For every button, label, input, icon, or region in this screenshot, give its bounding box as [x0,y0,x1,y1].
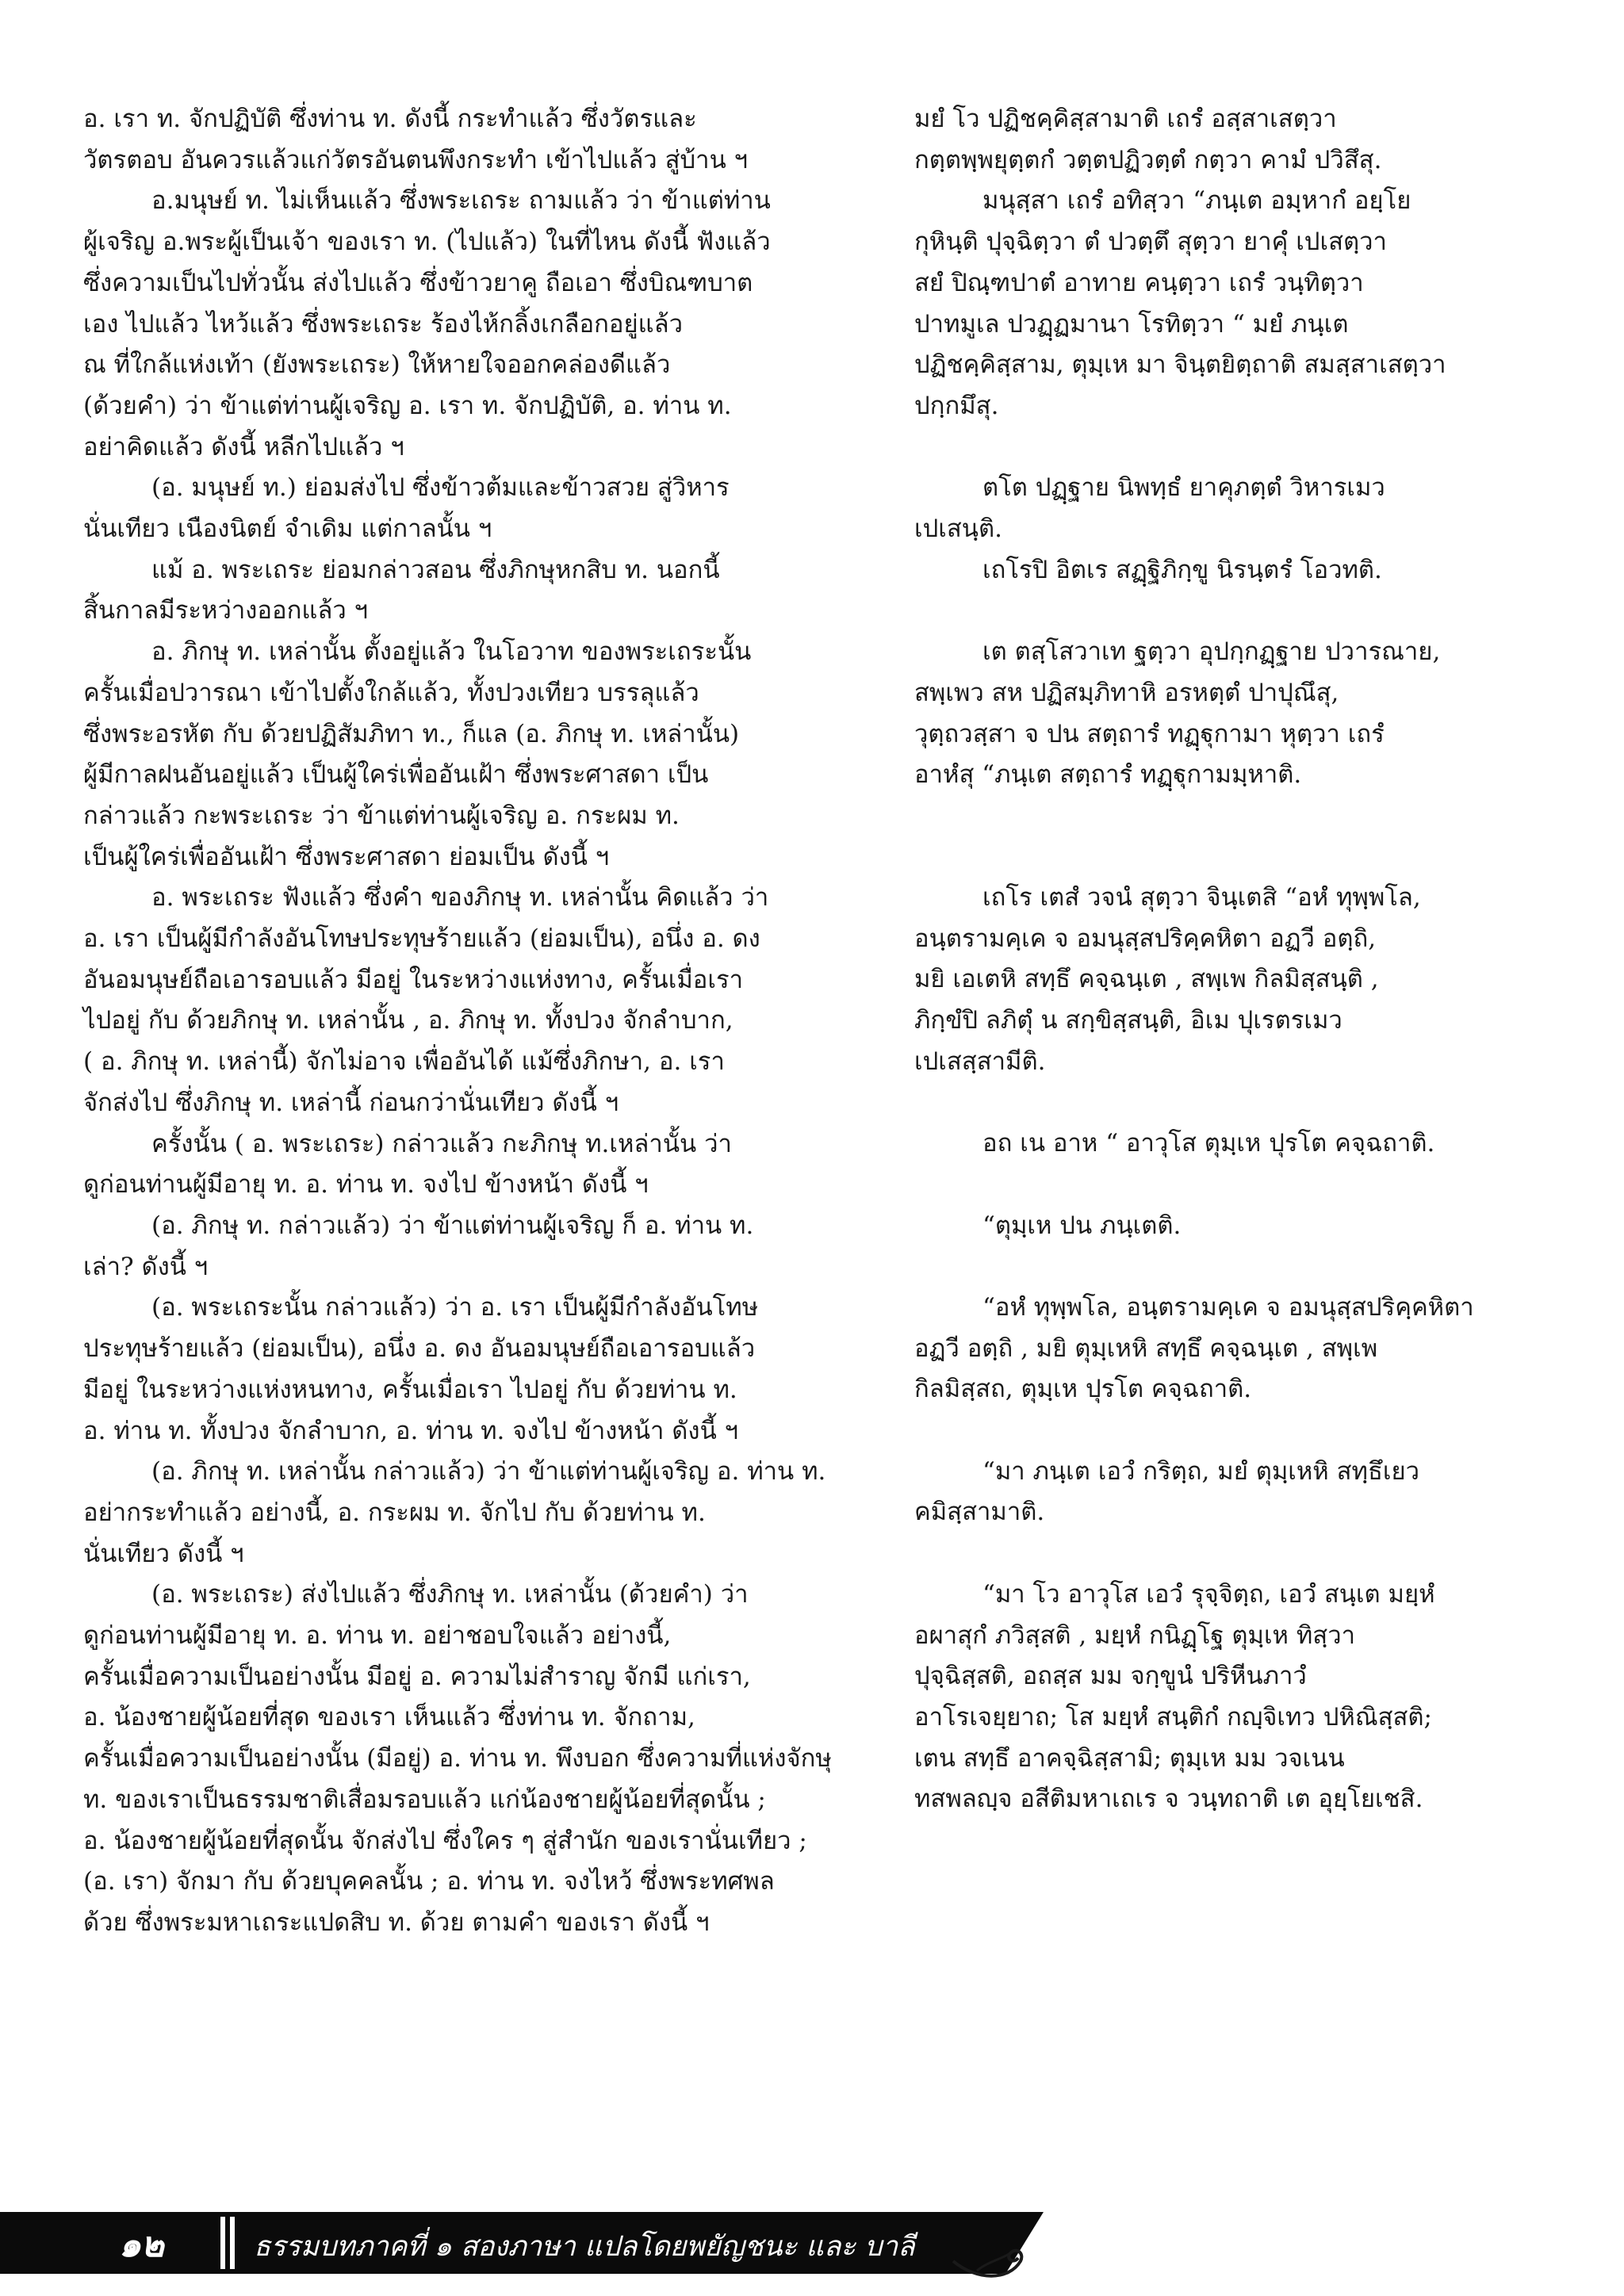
pali-paragraph: มยํ โว ปฏิชคฺคิสฺสามาติ เถรํ อสฺสาเสตฺวา กตฺตพฺพยุตฺตกํ วตฺตปฏิวตฺตํ กตฺวา คามํ ปวิสึสุ. [914,105,1382,174]
page-footer [0,2206,1624,2296]
thai-paragraph: อ. ภิกษุ ท. เหล่านั้น ตั้งอยู่แล้ว ในโอวาท ของพระเถระนั้น ครั้นเมื่อปวารณา เข้าไปตั้งใกล้แล้ว, ทั้งปวงเทียว บรรลุแล้ว ซึ่งพระอรหัต กับ ด้วยปฏิสัมภิทา ท., ก็แล (อ. ภิกษุ ท. เหล่านั้น) ผู้มีกาลฝนอันอยู่แล้ว เป็นผู้ใคร่เพื่ออันเฝ้า ซึ่งพระศาสดา เป็น กล่าวแล้ว กะพระเถระ ว่า ข้าแต่ท่านผู้เจริญ อ. กระผม ท. เป็นผู้ใคร่เพื่ออันเฝ้า ซึ่งพระศาสดา ย่อมเป็น ดังนี้ ฯ [83,637,752,871]
thai-paragraph: แม้ อ. พระเถระ ย่อมกล่าวสอน ซึ่งภิกษุหกสิบ ท. นอกนี้ สิ้นกาลมีระหว่างออกแล้ว ฯ [83,555,720,626]
pali-paragraph: เถโรปิ อิตเร สฏฺฐิภิกฺขู นิรนฺตรํ โอวทติ. [982,555,1382,584]
right-column-pali-text [914,99,1541,1820]
thai-paragraph: (อ. มนุษย์ ท.) ย่อมส่งไป ซึ่งข้าวต้มและข้าวสวย สู่วิหาร นั่นเทียว เนืองนิตย์ จำเดิม แต่กาลนั้น ฯ [83,473,730,544]
footer-divider [230,2217,235,2269]
running-title: ธรรมบทภาคที่ ๑ สองภาษา แปลโดยพยัญชนะ และ บาลี [254,2231,915,2263]
left-column-thai-translation [83,99,880,1944]
flourish-ornament-icon [945,2206,1040,2285]
thai-paragraph: (อ. พระเถระ) ส่งไปแล้ว ซึ่งภิกษุ ท. เหล่านั้น (ด้วยคำ) ว่า ดูก่อนท่านผู้มีอายุ ท. อ. ท่าน ท. อย่าชอบใจแล้ว อย่างนี้, ครั้นเมื่อความเป็นอย่างนั้น มีอยู่ อ. ความไม่สำราญ จักมี แก่เรา, อ. น้องชายผู้น้อยที่สุด ของเรา เห็นแล้ว ซึ่งท่าน ท. จักถาม, ครั้นเมื่อความเป็นอย่างนั้น (มีอยู่) อ. ท่าน ท. พึงบอก ซึ่งความที่แห่งจักษุ ท. ของเราเป็นธรรมชาติเสื่อมรอบแล้ว แก่น้องชายผู้น้อยที่สุดนั้น ; อ. น้องชายผู้น้อยที่สุดนั้น จักส่งไป ซึ่งใคร ๆ สู่สำนัก ของเรานั่นเทียว ; (อ. เรา) จักมา กับ ด้วยบุคคลนั้น ; อ. ท่าน ท. จงไหว้ ซึ่งพระทศพล ด้วย ซึ่งพระมหาเถระแปดสิบ ท. ด้วย ตามคำ ของเรา ดังนี้ ฯ [83,1580,832,1937]
thai-paragraph: (อ. ภิกษุ ท. กล่าวแล้ว) ว่า ข้าแต่ท่านผู้เจริญ ก็ อ. ท่าน ท. เล่า? ดังนี้ ฯ [83,1211,754,1281]
pali-paragraph: เถโร เตสํ วจนํ สุตฺวา จินฺเตสิ “อหํ ทุพฺพโล, อนฺตรามคฺเค จ อมนุสฺสปริคฺคหิตา อฏวี อตฺถิ, มยิ เอเตหิ สทฺธึ คจฺฉนฺเต , สพฺเพ กิลมิสฺสนฺติ , ภิกฺขํปิ ลภิตุํ น สกฺขิสฺสนฺติ, อิเม ปุเรตรเมว เปเสสฺสามีติ. [914,882,1421,1076]
thai-paragraph: อ. พระเถระ ฟังแล้ว ซึ่งคำ ของภิกษุ ท. เหล่านั้น คิดแล้ว ว่า อ. เรา เป็นผู้มีกำลังอันโทษประทุษร้ายแล้ว (ย่อมเป็น), อนึ่ง อ. ดง อันอมนุษย์ถือเอารอบแล้ว มีอยู่ ในระหว่างแห่งทาง, ครั้นเมื่อเรา ไปอยู่ กับ ด้วยภิกษุ ท. เหล่านั้น , อ. ภิกษุ ท. ทั้งปวง จักลำบาก, ( อ. ภิกษุ ท. เหล่านี้) จักไม่อาจ เพื่ออันได้ แม้ซึ่งภิกษา, อ. เรา จักส่งไป ซึ่งภิกษุ ท. เหล่านี้ ก่อนกว่านั่นเทียว ดังนี้ ฯ [83,883,769,1117]
thai-paragraph: (อ. พระเถระนั้น กล่าวแล้ว) ว่า อ. เรา เป็นผู้มีกำลังอันโทษ ประทุษร้ายแล้ว (ย่อมเป็น), อนึ่ง อ. ดง อันอมนุษย์ถือเอารอบแล้ว มีอยู่ ในระหว่างแห่งหนทาง, ครั้นเมื่อเรา ไปอยู่ กับ ด้วยท่าน ท. อ. ท่าน ท. ทั้งปวง จักลำบาก, อ. ท่าน ท. จงไป ข้างหน้า ดังนี้ ฯ [83,1293,759,1445]
thai-paragraph: อ.มนุษย์ ท. ไม่เห็นแล้ว ซึ่งพระเถระ ถามแล้ว ว่า ข้าแต่ท่าน ผู้เจริญ อ.พระผู้เป็นเจ้า ของเรา ท. (ไปแล้ว) ในที่ไหน ดังนี้ ฟังแล้ว ซึ่งความเป็นไปทั่วนั้น ส่งไปแล้ว ซึ่งข้าวยาคู ถือเอา ซึ่งบิณฑบาต เอง ไปแล้ว ไหว้แล้ว ซึ่งพระเถระ ร้องไห้กลิ้งเกลือกอยู่แล้ว ณ ที่ใกล้แห่งเท้า (ยังพระเถระ) ให้หายใจออกคล่องดีแล้ว (ด้วยคำ) ว่า ข้าแต่ท่านผู้เจริญ อ. เรา ท. จักปฏิบัติ, อ. ท่าน ท. อย่าคิดแล้ว ดังนี้ หลีกไปแล้ว ฯ [83,186,771,461]
pali-paragraph: เต ตสฺโสวาเท ฐตฺวา อุปกฺกฏฺฐาย ปวารณาย, สพฺเพว สห ปฏิสมฺภิทาหิ อรหตฺตํ ปาปุณึสุ, วุตฺถวสฺสา จ ปน สตฺถารํ ทฏฺฐุกามา หุตฺวา เถรํ อาหํสุ “ภนฺเต สตฺถารํ ทฏฺฐุกามมฺหาติ. [914,637,1441,790]
pali-paragraph: “อหํ ทุพฺพโล, อนฺตรามคฺเค จ อมนุสฺสปริคฺคหิตา อฏวี อตฺถิ , มยิ ตุมฺเหหิ สทฺธึ คจฺฉนฺเต , สพฺเพ กิลมิสฺสถ, ตุมฺเห ปุรโต คจฺฉถาติ. [914,1292,1474,1404]
pali-paragraph: “มา ภนฺเต เอวํ กริตฺถ, มยํ ตุมฺเหหิ สทฺธึเยว คมิสฺสามาติ. [914,1456,1420,1527]
pali-paragraph: “ตุมฺเห ปน ภนฺเตติ. [982,1211,1182,1240]
pali-paragraph: อถ เน อาห “ อาวุโส ตุมฺเห ปุรโต คจฺฉถาติ. [982,1129,1435,1158]
page-number: ๑๒ [119,2225,164,2265]
pali-paragraph: มนุสฺสา เถรํ อทิสฺวา “ภนฺเต อมฺหากํ อยฺโย กุหินฺติ ปุจฺฉิตฺวา ตํ ปวตฺตึ สุตฺวา ยาคุํ เปเสตฺวา สยํ ปิณฺฑปาตํ อาทาย คนฺตฺวา เถรํ วนฺทิตฺวา ปาทมูเล ปวฏฺฏมานา โรทิตฺวา “ มยํ ภนฺเต ปฏิชคฺคิสฺสาม, ตุมฺเห มา จินฺตยิตฺถาติ สมสฺสาเสตฺวา ปกฺกมึสุ. [914,186,1446,420]
thai-paragraph: อ. เรา ท. จักปฏิบัติ ซึ่งท่าน ท. ดังนี้ กระทำแล้ว ซึ่งวัตรและ วัตรตอบ อันควรแล้วแก่วัตรอันตนพึงกระทำ เข้าไปแล้ว สู่บ้าน ฯ [83,105,749,174]
thai-paragraph: (อ. ภิกษุ ท. เหล่านั้น กล่าวแล้ว) ว่า ข้าแต่ท่านผู้เจริญ อ. ท่าน ท. อย่ากระทำแล้ว อย่างนี้, อ. กระผม ท. จักไป กับ ด้วยท่าน ท. นั่นเทียว ดังนี้ ฯ [83,1457,826,1568]
pali-paragraph: ตโต ปฏฺฐาย นิพทฺธํ ยาคุภตฺตํ วิหารเมว เปเสนฺติ. [914,473,1385,544]
thai-paragraph: ครั้งนั้น ( อ. พระเถระ) กล่าวแล้ว กะภิกษุ ท.เหล่านั้น ว่า ดูก่อนท่านผู้มีอายุ ท. อ. ท่าน ท. จงไป ข้างหน้า ดังนี้ ฯ [83,1129,732,1200]
pali-paragraph: “มา โว อาวุโส เอวํ รุจฺจิตฺถ, เอวํ สนฺเต มยฺหํ อผาสุกํ ภวิสฺสติ , มยฺหํ กนิฏฺโฐ ตุมฺเห ทิสฺวา ปุจฺฉิสฺสติ, อถสฺส มม จกฺขูนํ ปริหีนภาวํ อาโรเจยฺยาถ; โส มยฺหํ สนฺติกํ กญฺจิเทว ปหิณิสฺสติ; เตน สทฺธึ อาคจฺฉิสฺสามิ; ตุมฺเห มม วจเนน ทสพลญฺจ อสีติมหาเถเร จ วนฺทถาติ เต อุยฺโยเชสิ. [914,1579,1435,1814]
footer-divider [220,2217,225,2269]
